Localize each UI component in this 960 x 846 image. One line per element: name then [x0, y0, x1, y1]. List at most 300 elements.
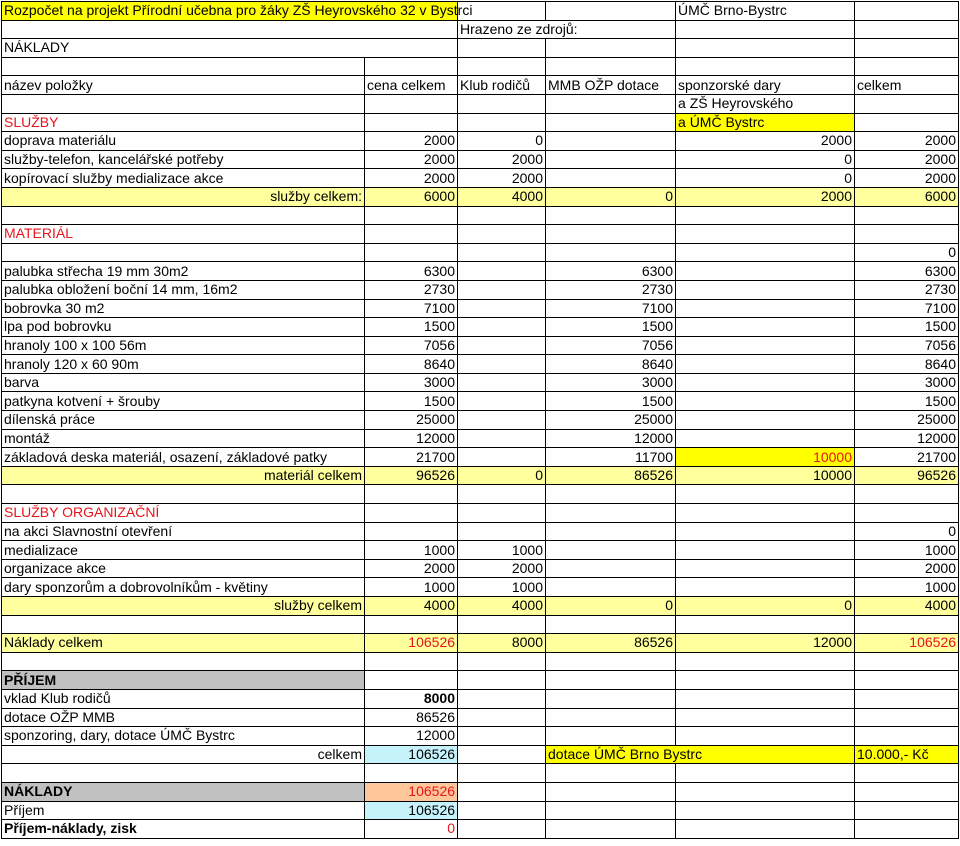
sheet-cell[interactable]: Příjem-náklady, zisk [2, 820, 365, 839]
sheet-row [2, 411, 959, 430]
sheet-cell[interactable] [676, 355, 855, 374]
sheet-cell[interactable] [676, 689, 855, 708]
sheet-cell[interactable] [855, 615, 959, 634]
sheet-cell[interactable]: materiál celkem [2, 466, 365, 485]
sheet-cell[interactable] [546, 132, 676, 151]
sheet-cell[interactable] [676, 280, 855, 299]
sheet-cell[interactable] [546, 522, 676, 541]
sheet-cell[interactable]: 12000 [365, 727, 458, 746]
sheet-cell[interactable] [546, 671, 676, 690]
sheet-cell[interactable] [458, 615, 546, 634]
sheet-cell[interactable] [2, 485, 365, 504]
sheet-cell[interactable]: 0 [676, 169, 855, 188]
sheet-row [2, 745, 959, 764]
sheet-cell[interactable]: medializace [2, 541, 365, 560]
sheet-cell[interactable]: 4000 [365, 597, 458, 616]
sheet-cell[interactable]: doprava materiálu [2, 132, 365, 151]
sheet-cell[interactable] [676, 411, 855, 430]
sheet-cell[interactable] [855, 671, 959, 690]
sheet-cell[interactable]: 1500 [546, 318, 676, 337]
sheet-body [2, 2, 959, 839]
sheet-cell[interactable]: 2730 [855, 280, 959, 299]
sheet-row [2, 132, 959, 151]
sheet-cell[interactable]: 1000 [855, 541, 959, 560]
sheet-cell[interactable]: 2730 [546, 280, 676, 299]
sheet-cell[interactable]: 6300 [546, 262, 676, 281]
sheet-cell[interactable] [855, 820, 959, 839]
sheet-cell[interactable]: 7100 [546, 299, 676, 318]
sheet-cell[interactable] [458, 429, 546, 448]
sheet-cell[interactable] [365, 522, 458, 541]
sheet-cell[interactable] [855, 225, 959, 244]
sheet-cell[interactable] [458, 318, 546, 337]
sheet-cell[interactable]: 0 [458, 132, 546, 151]
sheet-cell[interactable] [458, 820, 546, 839]
sheet-cell[interactable] [676, 243, 855, 262]
sheet-cell[interactable]: na akci Slavnostní otevření [2, 522, 365, 541]
sheet-cell[interactable] [458, 94, 546, 113]
sheet-cell[interactable]: ÚMČ Brno-Bystrc [676, 2, 855, 21]
sheet-cell[interactable] [458, 485, 546, 504]
sheet-cell[interactable]: 21700 [365, 448, 458, 467]
sheet-cell[interactable]: NÁKLADY [2, 39, 458, 58]
sheet-cell[interactable] [458, 708, 546, 727]
sheet-cell[interactable] [855, 2, 959, 21]
sheet-cell[interactable]: služby celkem [2, 597, 365, 616]
sheet-cell[interactable] [546, 615, 676, 634]
sheet-cell[interactable] [458, 262, 546, 281]
sheet-row [2, 76, 959, 95]
sheet-cell[interactable] [458, 373, 546, 392]
sheet-cell[interactable] [676, 559, 855, 578]
sheet-cell[interactable]: 6000 [365, 187, 458, 206]
sheet-cell[interactable] [546, 578, 676, 597]
sheet-cell[interactable] [365, 206, 458, 225]
sheet-cell[interactable]: 1000 [365, 541, 458, 560]
sheet-cell[interactable]: 106526 [365, 745, 458, 764]
sheet-cell[interactable]: 2730 [365, 280, 458, 299]
sheet-cell[interactable]: název položky [2, 76, 365, 95]
sheet-cell[interactable] [365, 225, 458, 244]
sheet-cell[interactable]: dotace OŽP MMB [2, 708, 365, 727]
sheet-row [2, 20, 959, 39]
sheet-cell[interactable]: 3000 [546, 373, 676, 392]
sheet-cell[interactable]: 12000 [855, 429, 959, 448]
sheet-row [2, 318, 959, 337]
sheet-cell[interactable] [2, 94, 365, 113]
sheet-cell[interactable]: Příjem [2, 801, 365, 820]
sheet-cell[interactable] [676, 671, 855, 690]
sheet-cell[interactable] [458, 57, 546, 76]
sheet-cell[interactable] [855, 20, 959, 39]
sheet-cell[interactable] [676, 615, 855, 634]
sheet-cell[interactable]: lpa pod bobrovku [2, 318, 365, 337]
sheet-cell[interactable] [676, 727, 855, 746]
sheet-cell[interactable] [546, 782, 676, 801]
sheet-cell[interactable] [676, 262, 855, 281]
sheet-cell[interactable] [365, 652, 458, 671]
sheet-cell[interactable]: dílenská práce [2, 411, 365, 430]
sheet-cell[interactable]: dary sponzorům a dobrovolníkům - květiny [2, 578, 365, 597]
sheet-cell[interactable]: 6000 [855, 187, 959, 206]
sheet-cell[interactable]: dotace ÚMČ Brno Bystrc [546, 745, 855, 764]
sheet-cell[interactable] [546, 485, 676, 504]
sheet-cell[interactable]: Rozpočet na projekt Přírodní učebna pro žáky ZŠ Heyrovského 32 v Bystrci [2, 2, 458, 21]
sheet-cell[interactable]: MATERIÁL [2, 225, 365, 244]
sheet-row [2, 559, 959, 578]
sheet-cell[interactable]: 2000 [365, 150, 458, 169]
sheet-cell[interactable] [2, 57, 365, 76]
sheet-cell[interactable]: celkem [855, 76, 959, 95]
sheet-cell[interactable]: a ÚMČ Bystrc [676, 113, 855, 132]
sheet-cell[interactable]: 106526 [855, 634, 959, 653]
sheet-cell[interactable]: služby celkem: [2, 187, 365, 206]
sheet-cell[interactable]: 3000 [365, 373, 458, 392]
sheet-cell[interactable] [546, 652, 676, 671]
sheet-cell[interactable] [546, 727, 676, 746]
sheet-cell[interactable] [855, 689, 959, 708]
sheet-cell[interactable]: 2000 [458, 169, 546, 188]
sheet-cell[interactable] [676, 20, 855, 39]
sheet-row [2, 708, 959, 727]
sheet-cell[interactable]: 3000 [855, 373, 959, 392]
sheet-cell[interactable] [2, 20, 458, 39]
sheet-row [2, 782, 959, 801]
sheet-cell[interactable]: 86526 [546, 466, 676, 485]
sheet-cell[interactable]: 2000 [365, 169, 458, 188]
sheet-cell[interactable]: 7056 [855, 336, 959, 355]
sheet-cell[interactable]: 86526 [365, 708, 458, 727]
sheet-cell[interactable]: 0 [855, 522, 959, 541]
sheet-row [2, 466, 959, 485]
sheet-cell[interactable]: 1000 [365, 578, 458, 597]
sheet-cell[interactable] [458, 336, 546, 355]
sheet-cell[interactable]: patkyna kotvení + šrouby [2, 392, 365, 411]
sheet-cell[interactable] [2, 243, 365, 262]
sheet-cell[interactable] [676, 652, 855, 671]
sheet-cell[interactable] [546, 764, 676, 783]
sheet-cell[interactable] [855, 485, 959, 504]
sheet-cell[interactable]: 2000 [365, 559, 458, 578]
sheet-cell[interactable]: 25000 [365, 411, 458, 430]
sheet-cell[interactable]: 0 [855, 243, 959, 262]
sheet-row [2, 206, 959, 225]
sheet-cell[interactable]: 1000 [458, 541, 546, 560]
sheet-cell[interactable] [458, 504, 546, 523]
sheet-cell[interactable]: 11700 [546, 448, 676, 467]
sheet-cell[interactable] [546, 2, 676, 21]
sheet-cell[interactable]: cena celkem [365, 76, 458, 95]
sheet-cell[interactable] [546, 820, 676, 839]
sheet-cell[interactable] [676, 57, 855, 76]
sheet-cell[interactable] [676, 801, 855, 820]
sheet-cell[interactable] [546, 150, 676, 169]
sheet-cell[interactable] [676, 336, 855, 355]
sheet-cell[interactable] [546, 243, 676, 262]
sheet-cell[interactable] [676, 373, 855, 392]
sheet-cell[interactable]: 8000 [458, 634, 546, 653]
sheet-cell[interactable]: 2000 [676, 132, 855, 151]
sheet-cell[interactable] [855, 39, 959, 58]
sheet-cell[interactable]: 0 [546, 597, 676, 616]
sheet-cell[interactable] [546, 169, 676, 188]
sheet-cell[interactable] [676, 429, 855, 448]
sheet-cell[interactable] [546, 39, 676, 58]
sheet-cell[interactable]: 8640 [546, 355, 676, 374]
sheet-cell[interactable] [365, 671, 458, 690]
sheet-cell[interactable]: 7056 [365, 336, 458, 355]
sheet-cell[interactable] [458, 280, 546, 299]
sheet-cell[interactable]: 2000 [855, 132, 959, 151]
sheet-cell[interactable] [546, 94, 676, 113]
sheet-cell[interactable] [676, 578, 855, 597]
sheet-cell[interactable]: 2000 [458, 150, 546, 169]
sheet-cell[interactable] [546, 206, 676, 225]
sheet-cell[interactable]: 2000 [855, 559, 959, 578]
sheet-cell[interactable] [458, 801, 546, 820]
sheet-cell[interactable] [458, 206, 546, 225]
sheet-cell[interactable]: Hrazeno ze zdrojů: [458, 20, 676, 39]
sheet-cell[interactable] [676, 708, 855, 727]
sheet-cell[interactable] [546, 689, 676, 708]
sheet-row [2, 373, 959, 392]
sheet-cell[interactable]: 0 [676, 597, 855, 616]
sheet-cell[interactable]: 96526 [855, 466, 959, 485]
sheet-cell[interactable] [546, 708, 676, 727]
sheet-cell[interactable]: 1500 [855, 318, 959, 337]
sheet-row [2, 299, 959, 318]
sheet-cell[interactable] [546, 113, 676, 132]
sheet-cell[interactable]: 106526 [365, 634, 458, 653]
sheet-cell[interactable] [458, 522, 546, 541]
sheet-cell[interactable]: a ZŠ Heyrovského [676, 94, 855, 113]
sheet-cell[interactable]: 1000 [855, 578, 959, 597]
sheet-row [2, 541, 959, 560]
sheet-cell[interactable] [855, 57, 959, 76]
sheet-row [2, 187, 959, 206]
sheet-cell[interactable]: 6300 [365, 262, 458, 281]
sheet-cell[interactable] [855, 727, 959, 746]
sheet-cell[interactable]: barva [2, 373, 365, 392]
sheet-cell[interactable] [458, 652, 546, 671]
sheet-cell[interactable]: 2000 [855, 150, 959, 169]
sheet-cell[interactable]: sponzorské dary [676, 76, 855, 95]
sheet-cell[interactable]: 10000 [676, 448, 855, 467]
sheet-cell[interactable] [676, 541, 855, 560]
sheet-row [2, 727, 959, 746]
sheet-row [2, 243, 959, 262]
sheet-cell[interactable] [546, 225, 676, 244]
sheet-cell[interactable] [458, 39, 546, 58]
sheet-cell[interactable]: 2000 [676, 187, 855, 206]
sheet-cell[interactable] [676, 206, 855, 225]
sheet-cell[interactable] [458, 671, 546, 690]
sheet-cell[interactable] [458, 355, 546, 374]
sheet-cell[interactable] [458, 225, 546, 244]
sheet-cell[interactable]: 0 [458, 466, 546, 485]
sheet-cell[interactable]: 1500 [365, 392, 458, 411]
sheet-cell[interactable]: 10000 [676, 466, 855, 485]
sheet-cell[interactable] [365, 504, 458, 523]
sheet-cell[interactable]: 4000 [458, 187, 546, 206]
sheet-cell[interactable] [855, 801, 959, 820]
sheet-row [2, 801, 959, 820]
sheet-cell[interactable] [676, 225, 855, 244]
sheet-row [2, 634, 959, 653]
sheet-cell[interactable] [676, 782, 855, 801]
sheet-cell[interactable] [546, 801, 676, 820]
sheet-cell[interactable] [546, 559, 676, 578]
sheet-cell[interactable] [546, 504, 676, 523]
sheet-cell[interactable] [365, 243, 458, 262]
sheet-row [2, 39, 959, 58]
sheet-cell[interactable]: MMB OŽP dotace [546, 76, 676, 95]
sheet-cell[interactable] [855, 708, 959, 727]
sheet-cell[interactable] [365, 485, 458, 504]
sheet-cell[interactable] [2, 206, 365, 225]
sheet-cell[interactable]: 0 [676, 150, 855, 169]
sheet-cell[interactable] [676, 504, 855, 523]
sheet-cell[interactable] [855, 94, 959, 113]
sheet-cell[interactable] [365, 113, 458, 132]
sheet-cell[interactable] [676, 39, 855, 58]
sheet-cell[interactable] [676, 820, 855, 839]
sheet-row [2, 652, 959, 671]
sheet-cell[interactable]: 12000 [365, 429, 458, 448]
sheet-row [2, 57, 959, 76]
sheet-cell[interactable] [365, 57, 458, 76]
sheet-cell[interactable]: 8640 [855, 355, 959, 374]
sheet-row [2, 597, 959, 616]
sheet-cell[interactable]: 2000 [458, 559, 546, 578]
sheet-row [2, 169, 959, 188]
sheet-cell[interactable] [855, 504, 959, 523]
sheet-cell[interactable]: 96526 [365, 466, 458, 485]
sheet-cell[interactable] [546, 57, 676, 76]
sheet-cell[interactable]: 25000 [855, 411, 959, 430]
sheet-cell[interactable] [458, 727, 546, 746]
sheet-cell[interactable]: 4000 [458, 597, 546, 616]
sheet-cell[interactable]: montáž [2, 429, 365, 448]
sheet-cell[interactable]: celkem [2, 745, 365, 764]
sheet-cell[interactable]: vklad Klub rodičů [2, 689, 365, 708]
sheet-cell[interactable]: hranoly 100 x 100 56m [2, 336, 365, 355]
sheet-cell[interactable]: sponzoring, dary, dotace ÚMČ Bystrc [2, 727, 365, 746]
sheet-cell[interactable]: 1000 [458, 578, 546, 597]
sheet-cell[interactable]: 7056 [546, 336, 676, 355]
sheet-cell[interactable]: palubka obložení boční 14 mm, 16m2 [2, 280, 365, 299]
sheet-cell[interactable]: 86526 [546, 634, 676, 653]
sheet-row [2, 2, 959, 21]
sheet-row [2, 504, 959, 523]
sheet-row [2, 578, 959, 597]
sheet-cell[interactable]: PŘÍJEM [2, 671, 365, 690]
sheet-cell[interactable]: 12000 [676, 634, 855, 653]
sheet-cell[interactable]: palubka střecha 19 mm 30m2 [2, 262, 365, 281]
sheet-cell[interactable] [365, 615, 458, 634]
sheet-cell[interactable]: hranoly 120 x 60 90m [2, 355, 365, 374]
sheet-cell[interactable]: SLUŽBY [2, 113, 365, 132]
sheet-cell[interactable] [676, 485, 855, 504]
sheet-cell[interactable] [458, 243, 546, 262]
sheet-cell[interactable] [458, 745, 546, 764]
sheet-row [2, 448, 959, 467]
sheet-cell[interactable] [365, 94, 458, 113]
sheet-cell[interactable] [2, 764, 365, 783]
sheet-cell[interactable]: 21700 [855, 448, 959, 467]
sheet-cell[interactable]: bobrovka 30 m2 [2, 299, 365, 318]
sheet-cell[interactable]: 2000 [365, 132, 458, 151]
sheet-cell[interactable]: služby-telefon, kancelářské potřeby [2, 150, 365, 169]
sheet-cell[interactable]: 1500 [546, 392, 676, 411]
sheet-cell[interactable] [855, 652, 959, 671]
sheet-cell[interactable] [458, 448, 546, 467]
sheet-cell[interactable]: 4000 [855, 597, 959, 616]
sheet-cell[interactable]: Náklady celkem [2, 634, 365, 653]
sheet-cell[interactable] [2, 615, 365, 634]
sheet-cell[interactable]: 8640 [365, 355, 458, 374]
sheet-row [2, 689, 959, 708]
sheet-cell[interactable]: 106526 [365, 801, 458, 820]
sheet-cell[interactable]: 2000 [855, 169, 959, 188]
sheet-cell[interactable] [546, 541, 676, 560]
sheet-cell[interactable] [458, 689, 546, 708]
sheet-cell[interactable]: NÁKLADY [2, 782, 365, 801]
sheet-cell[interactable] [676, 764, 855, 783]
sheet-row [2, 150, 959, 169]
sheet-cell[interactable] [458, 764, 546, 783]
sheet-cell[interactable]: kopírovací služby medializace akce [2, 169, 365, 188]
sheet-row [2, 355, 959, 374]
sheet-cell[interactable] [855, 206, 959, 225]
sheet-cell[interactable]: 0 [365, 820, 458, 839]
sheet-cell[interactable]: 7100 [855, 299, 959, 318]
sheet-cell[interactable] [365, 764, 458, 783]
sheet-cell[interactable]: 8000 [365, 689, 458, 708]
sheet-cell[interactable] [855, 764, 959, 783]
sheet-cell[interactable]: Klub rodičů [458, 76, 546, 95]
sheet-cell[interactable]: SLUŽBY ORGANIZAČNÍ [2, 504, 365, 523]
sheet-cell[interactable] [458, 782, 546, 801]
sheet-cell[interactable]: 6300 [855, 262, 959, 281]
sheet-cell[interactable] [676, 522, 855, 541]
sheet-cell[interactable]: 1500 [365, 318, 458, 337]
sheet-cell[interactable]: 10.000,- Kč [855, 745, 959, 764]
sheet-cell[interactable] [458, 411, 546, 430]
sheet-cell[interactable] [855, 782, 959, 801]
sheet-cell[interactable] [2, 652, 365, 671]
sheet-cell[interactable]: 0 [546, 187, 676, 206]
sheet-cell[interactable]: 7100 [365, 299, 458, 318]
sheet-cell[interactable]: 12000 [546, 429, 676, 448]
sheet-cell[interactable]: 1500 [855, 392, 959, 411]
sheet-cell[interactable] [458, 299, 546, 318]
sheet-cell[interactable]: organizace akce [2, 559, 365, 578]
sheet-cell[interactable] [676, 318, 855, 337]
sheet-row [2, 671, 959, 690]
sheet-cell[interactable]: 25000 [546, 411, 676, 430]
sheet-cell[interactable]: základová deska materiál, osazení, základové patky [2, 448, 365, 467]
sheet-cell[interactable]: 106526 [365, 782, 458, 801]
budget-sheet [1, 1, 959, 839]
sheet-cell[interactable] [458, 113, 546, 132]
sheet-cell[interactable] [676, 299, 855, 318]
sheet-row [2, 764, 959, 783]
sheet-cell[interactable] [676, 392, 855, 411]
sheet-cell[interactable] [458, 392, 546, 411]
sheet-row [2, 392, 959, 411]
sheet-cell[interactable] [855, 113, 959, 132]
